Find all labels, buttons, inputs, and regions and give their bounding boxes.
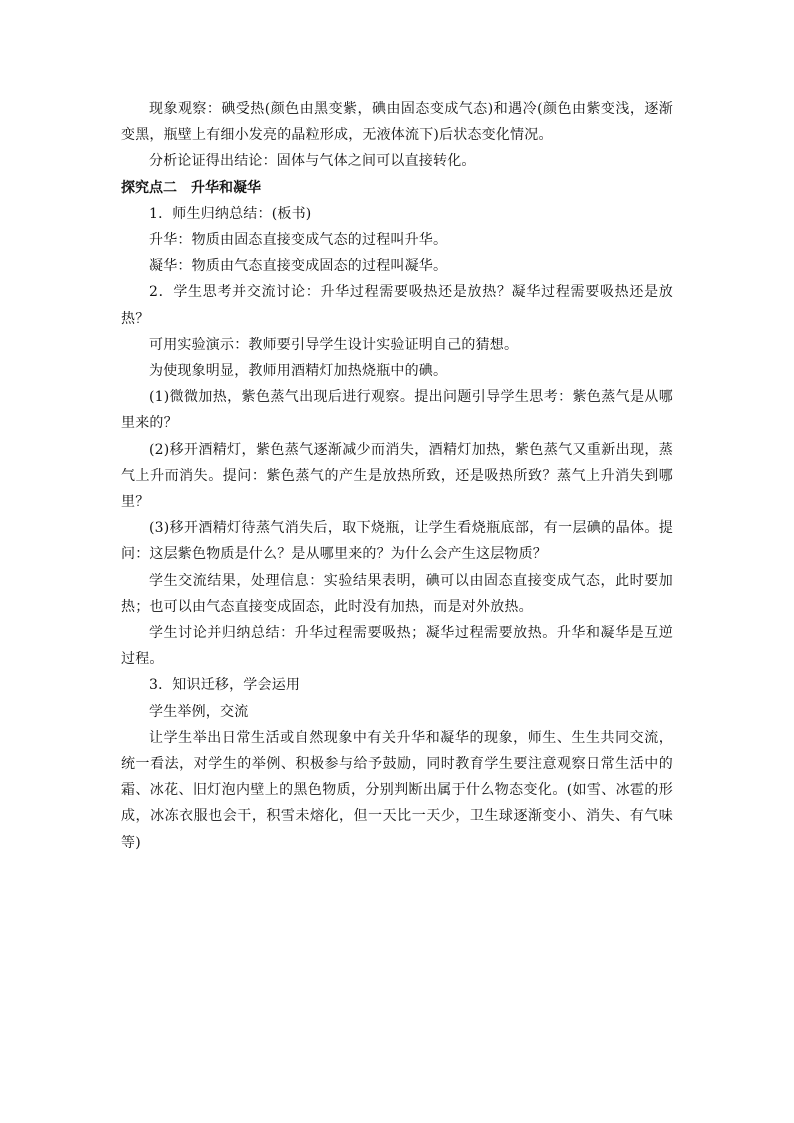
paragraph-sublimation-def: 升华：物质由固态直接变成气态的过程叫升华。 [149, 232, 448, 249]
paragraph-summary: 学生讨论并归纳总结：升华过程需要吸热；凝华过程需要放热。升华和凝华是互逆过程。 [121, 625, 673, 668]
document-page [121, 96, 673, 856]
paragraph-step-2: 2．学生思考并交流讨论：升华过程需要吸热还是放热？凝华过程需要吸热还是放热？ [121, 284, 673, 327]
paragraph-demo: 可用实验演示：教师要引导学生设计实验证明自己的猜想。 [149, 336, 519, 353]
paragraph-conclusion: 分析论证得出结论：固体与气体之间可以直接转化。 [149, 153, 476, 170]
paragraph-examples: 学生举例，交流 [149, 703, 249, 720]
paragraph-question-1: (1)微微加热，紫色蒸气出现后进行观察。提出问题引导学生思考：紫色蒸气是从哪里来的？ [121, 389, 673, 432]
paragraph-daily-life: 让学生举出日常生活或自然现象中有关升华和凝华的现象，师生、生生共同交流，统一看法，对学生的举例、积极参与给予鼓励，同时教育学生要注意观察日常生活中的霜、冰花、旧灯泡内壁上的黑色物质，分别判断出属于什么物态变化。(如雪、冰雹的形成，冰冻衣服也会干，积雪未熔化，但一天比一天少，卫生球逐渐变小、消失、有气味等) [121, 729, 673, 851]
paragraph-step-1: 1．师生归纳总结：(板书) [149, 205, 312, 222]
paragraph-results: 学生交流结果，处理信息：实验结果表明，碘可以由固态直接变成气态，此时要加热；也可以由气态直接变成固态，此时没有加热，而是对外放热。 [121, 572, 673, 615]
paragraph-step-3: 3．知识迁移，学会运用 [149, 677, 301, 694]
paragraph-deposition-def: 凝华：物质由气态直接变成固态的过程叫凝华。 [149, 258, 448, 275]
section-heading: 探究点二 升华和凝华 [121, 179, 261, 196]
paragraph-question-2: (2)移开酒精灯，紫色蒸气逐渐减少而消失，酒精灯加热，紫色蒸气又重新出现，蒸气上升而消失。提问：紫色蒸气的产生是放热所致，还是吸热所致？蒸气上升消失到哪里？ [121, 441, 673, 511]
paragraph-question-3: (3)移开酒精灯待蒸气消失后，取下烧瓶，让学生看烧瓶底部，有一层碘的晶体。提问：这层紫色物质是什么？是从哪里来的？为什么会产生这层物质？ [121, 520, 673, 563]
paragraph-heating: 为使现象明显，教师用酒精灯加热烧瓶中的碘。 [149, 363, 448, 380]
paragraph-observation: 现象观察：碘受热(颜色由黑变紫，碘由固态变成气态)和遇冷(颜色由紫变浅，逐渐变黑，瓶壁上有细小发亮的晶粒形成，无液体流下)后状态变化情况。 [121, 101, 673, 144]
